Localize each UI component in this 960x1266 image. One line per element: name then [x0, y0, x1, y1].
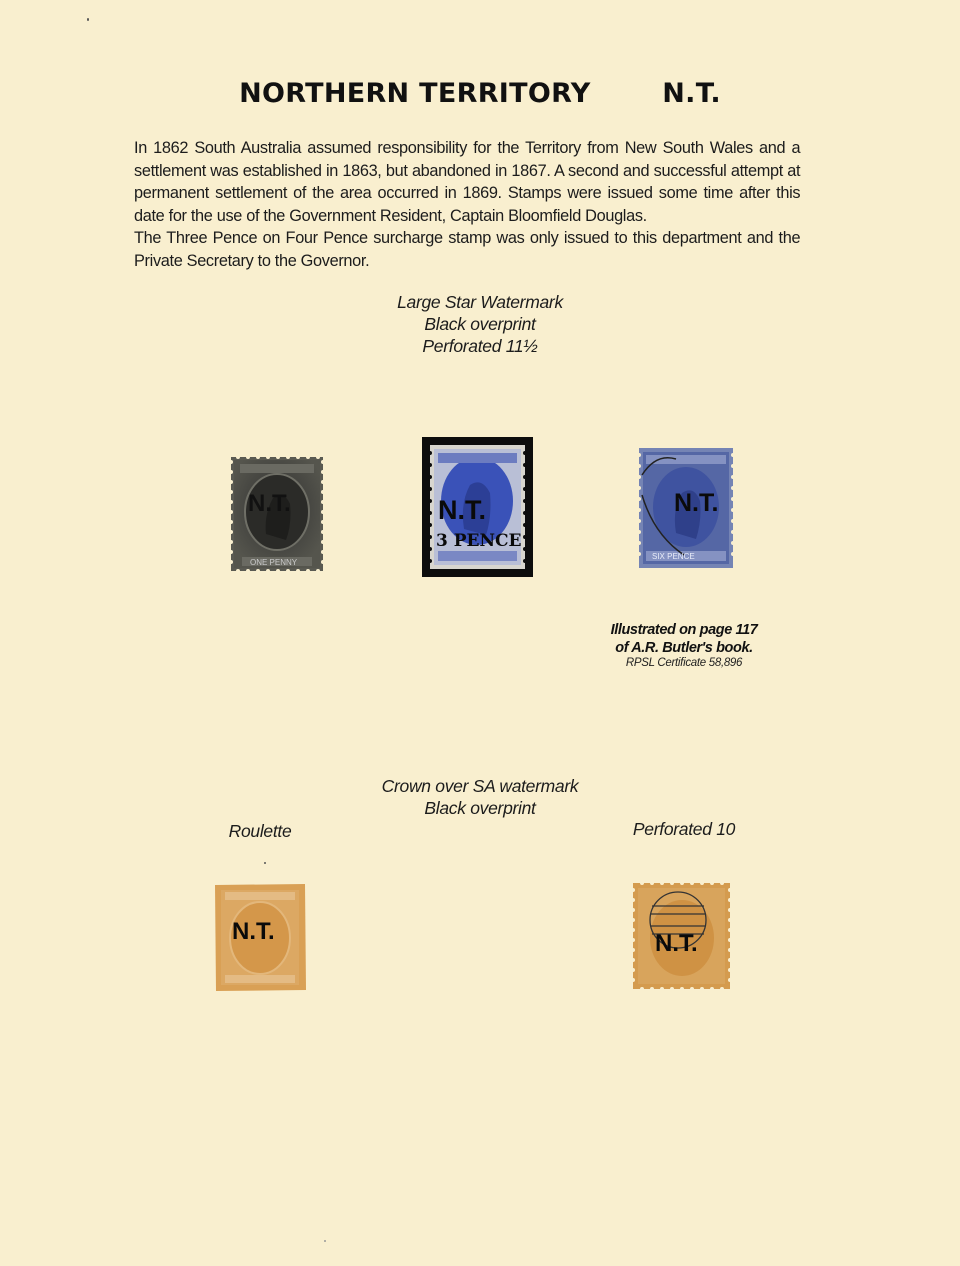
- section-1-overprint: Black overprint: [424, 314, 536, 334]
- section-1-watermark: Large Star Watermark: [397, 292, 563, 312]
- stamp-three-pence: [422, 437, 533, 577]
- stamp-six-pence: [636, 445, 736, 571]
- section-2-watermark: Crown over SA watermark: [381, 776, 579, 796]
- roulette-label: Roulette: [228, 821, 292, 841]
- stamp-2-surcharge: 3 PENCE: [436, 531, 522, 551]
- intro-paragraph-1: In 1862 South Australia assumed responsibility for the Territory from New South Wales and a settlement was established in 1863, but abandoned in 1867. A second and successful attempt at permanent settlement of the area occurred in 1869. Stamps were issued some time after this date for the use of the Government Resident, Captain Bloomfield Douglas.: [134, 138, 801, 225]
- stamp-1-overprint: N.T.: [248, 490, 291, 517]
- stamp-2-overprint: N.T.: [438, 495, 487, 525]
- page-speck: [87, 18, 89, 21]
- illustrated-line-2: of A.R. Butler's book.: [615, 640, 753, 656]
- page-speck: [324, 1240, 326, 1242]
- section-2-overprint: Black overprint: [424, 798, 536, 818]
- section-1-perforation: Perforated 11½: [422, 336, 538, 356]
- page-title: [0, 78, 960, 109]
- stamp-5-overprint: N.T.: [655, 930, 698, 957]
- section-2-heading: [330, 775, 630, 819]
- title-abbrev: N.T.: [662, 78, 721, 109]
- page-speck: [264, 862, 266, 864]
- stamp-3-overprint: N.T.: [674, 489, 719, 517]
- stamp-4-overprint: N.T.: [232, 918, 275, 945]
- illustrated-line-1: Illustrated on page 117: [610, 622, 758, 638]
- stamp-orange-roulette: [213, 882, 307, 993]
- certificate-note: RPSL Certificate 58,896: [625, 657, 743, 669]
- section-1-heading: [330, 291, 630, 357]
- perforated-10-label: Perforated 10: [632, 819, 736, 839]
- stamp-orange-perforated: [630, 880, 733, 992]
- stamp-3-value-label: SIX PENCE: [652, 552, 695, 561]
- illustrated-caption: [584, 621, 784, 669]
- intro-paragraph-2: The Three Pence on Four Pence surcharge stamp was only issued to this department and the Private Secretary to the Governor.: [134, 228, 801, 270]
- stamp-one-penny: [228, 454, 326, 574]
- title-text: NORTHERN TERRITORY: [239, 78, 591, 109]
- intro-text: [134, 137, 800, 272]
- stamp-1-value-label: ONE PENNY: [250, 558, 298, 567]
